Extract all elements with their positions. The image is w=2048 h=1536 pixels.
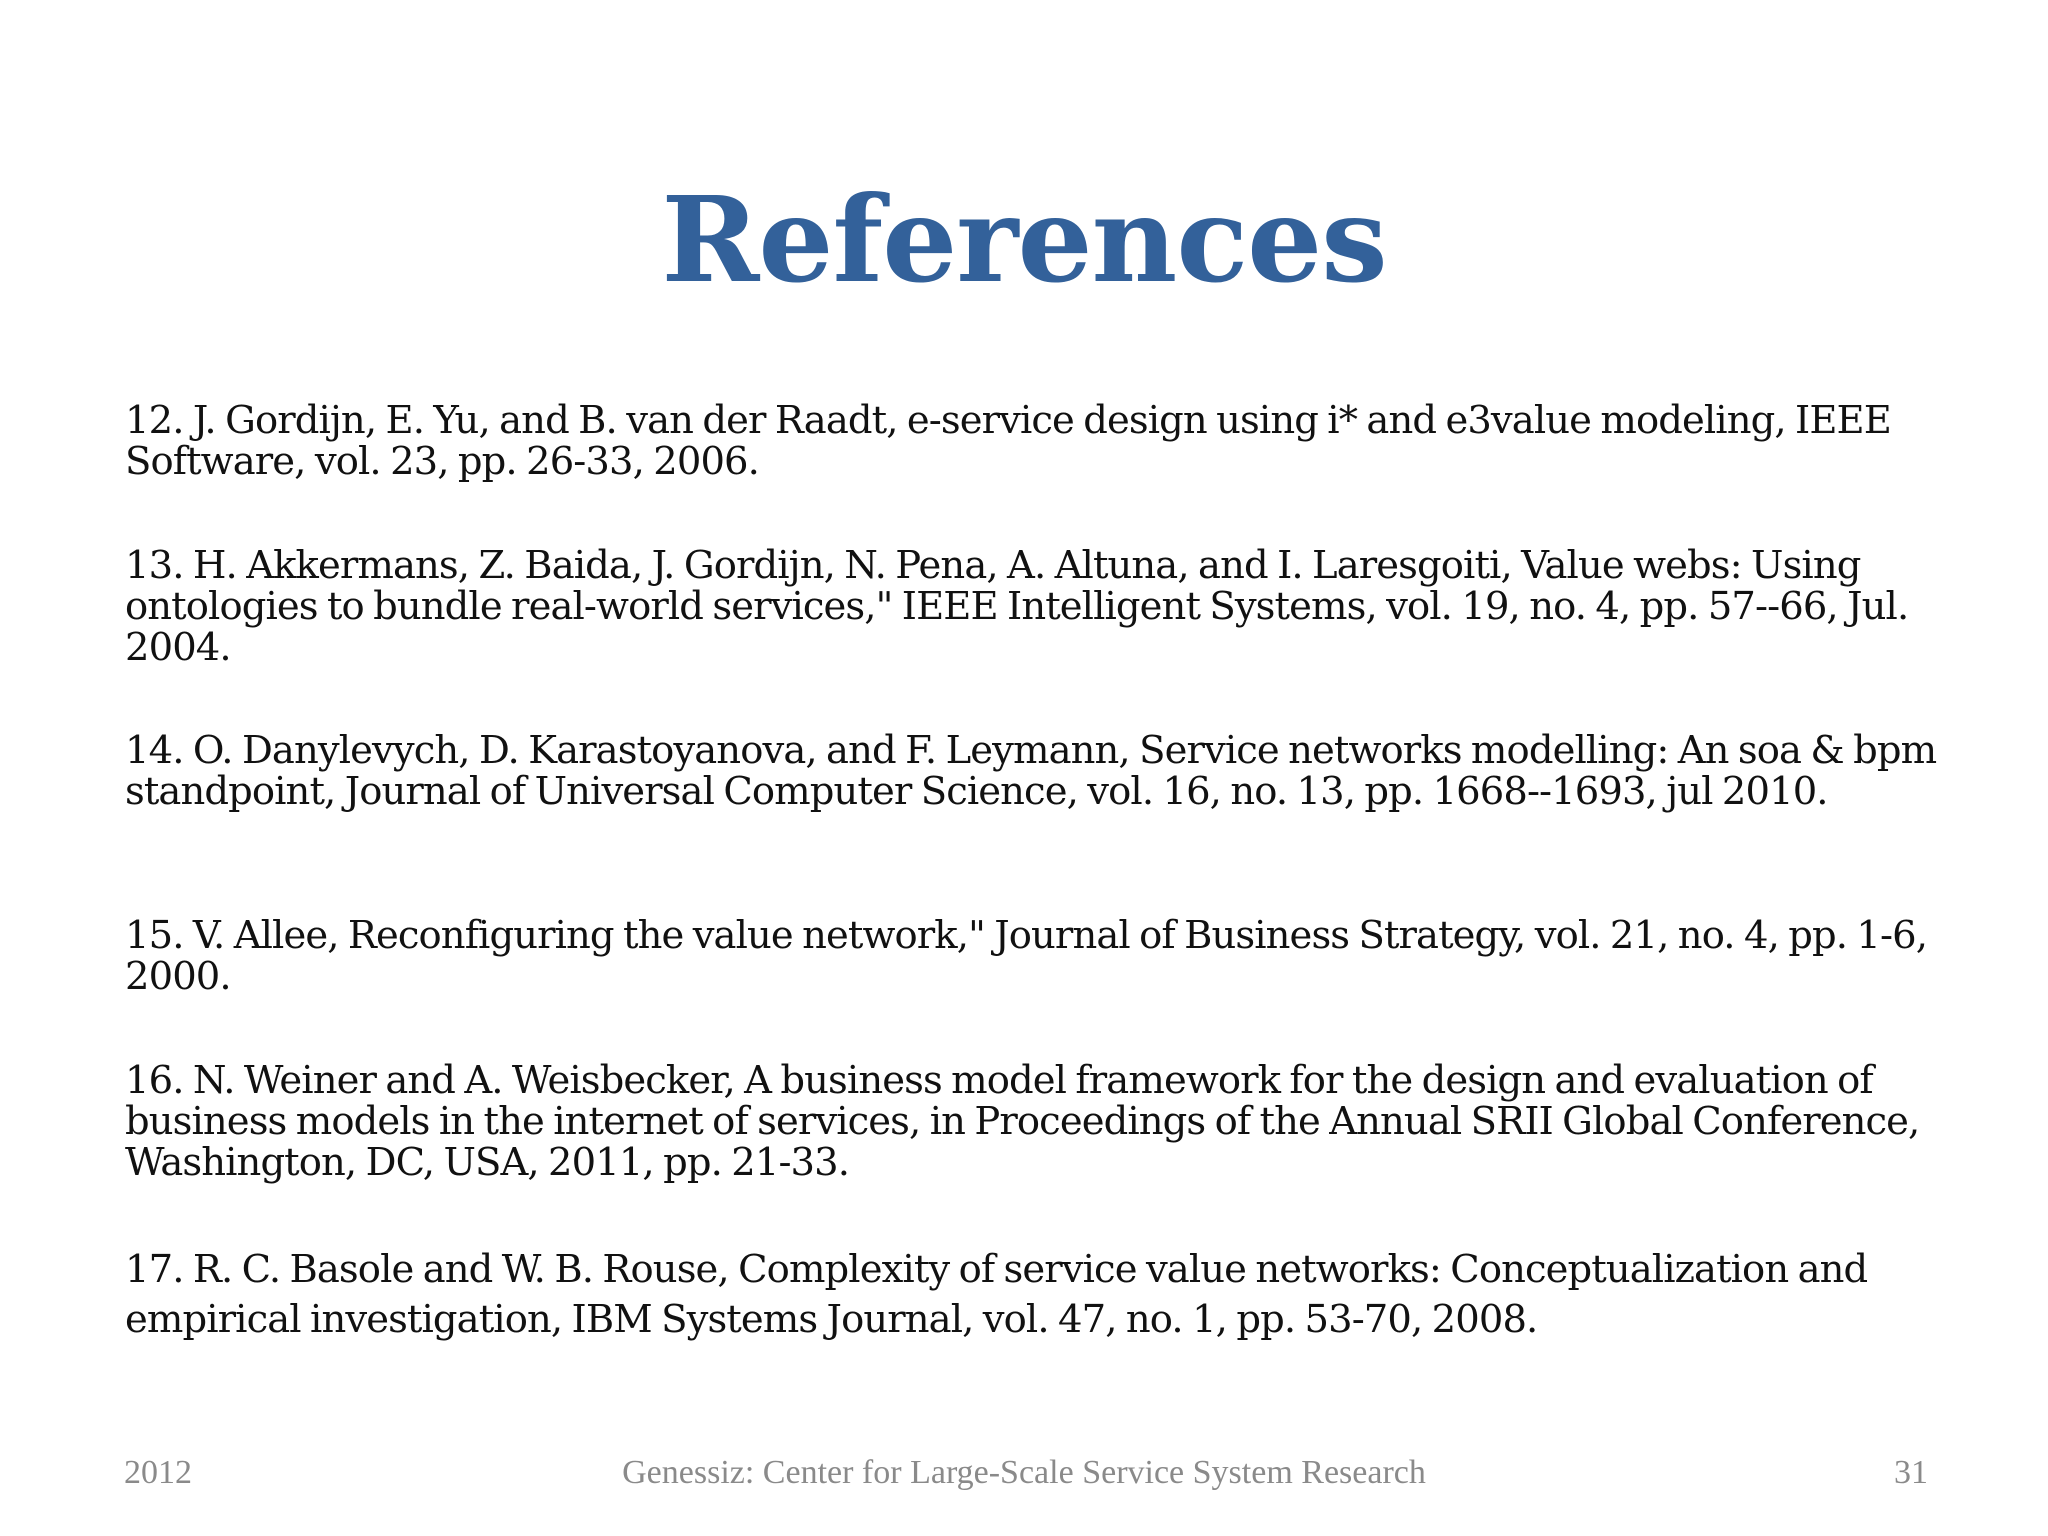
reference-item: 16. N. Weiner and A. Weisbecker, A business model framework for the design and evaluation of business models in the internet of services, in Proceedings of the Annual SRII Global Conference, Washington, DC, USA, 2011, pp. 21-33. bbox=[125, 1058, 1920, 1185]
footer-organization: Genessiz: Center for Large-Scale Service System Research bbox=[622, 1454, 1426, 1491]
slide-title: References bbox=[661, 170, 1387, 309]
reference-item: 13. H. Akkermans, Z. Baida, J. Gordijn, N. Pena, A. Altuna, and I. Laresgoiti, Value webs: Using ontologies to bundle real-world services," IEEE Intelligent Systems, vol. 19, no. 4, pp. 57--66, Jul. 2004. bbox=[125, 543, 1909, 670]
reference-item: 17. R. C. Basole and W. B. Rouse, Complexity of service value networks: Conceptualization and empirical investigation, IBM Systems Journal, vol. 47, no. 1, pp. 53-70, 2008. bbox=[125, 1247, 1868, 1342]
footer-year: 2012 bbox=[124, 1454, 192, 1491]
reference-item: 15. V. Allee, Reconfiguring the value network," Journal of Business Strategy, vol. 21, no. 4, pp. 1-6, 2000. bbox=[125, 913, 1928, 999]
reference-item: 12. J. Gordijn, E. Yu, and B. van der Raadt, e-service design using i* and e3value modeling, IEEE Software, vol. 23, pp. 26-33, 2006. bbox=[125, 398, 1891, 484]
reference-item: 14. O. Danylevych, D. Karastoyanova, and F. Leymann, Service networks modelling: An soa & bpm standpoint, Journal of Universal Computer Science, vol. 16, no. 13, pp. 1668--1693, jul 2010. bbox=[125, 728, 1937, 814]
footer-page-number: 31 bbox=[1894, 1454, 1928, 1491]
